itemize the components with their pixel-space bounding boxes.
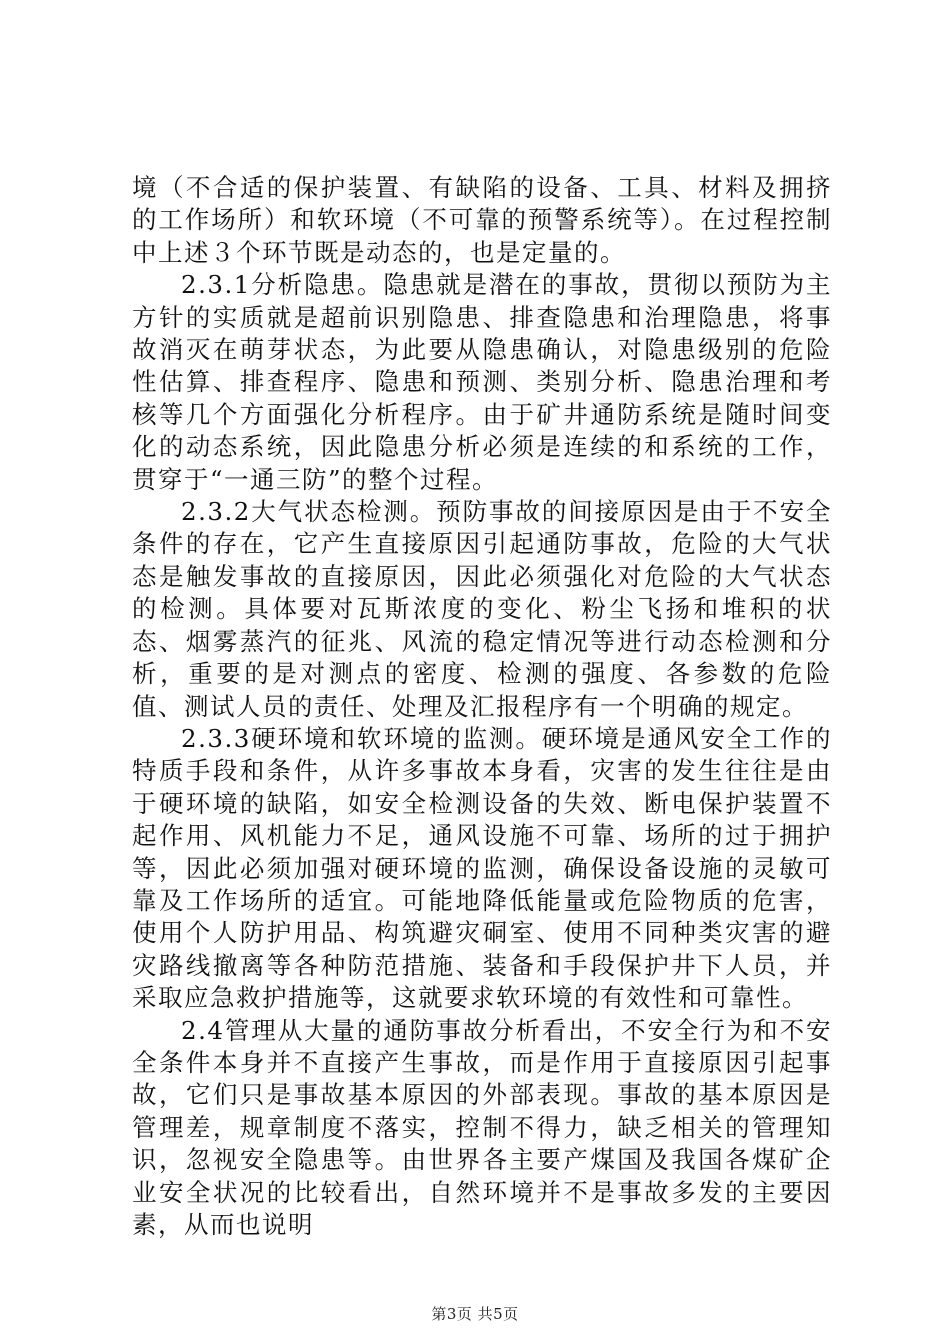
page-footer: 第3页 共5页 xyxy=(431,1305,519,1323)
paragraph-hazard-analysis: 2.3.1分析隐患。隐患就是潜在的事故，贯彻以预防为主方针的实质就是超前识别隐患、排查隐患和治理隐患，将事故消灭在萌芽状态，为此要从隐患确认，对隐患级别的危险性估算、排查程序、隐患和预测、类别分析、隐患治理和考核等几个方面强化分析程序。由于矿井通防系统是随时间变化的动态系统，因此隐患分析必须是连续的和系统的工作，贯穿于“一通三防”的整个过程。 xyxy=(132,270,832,494)
document-body xyxy=(132,172,832,1241)
paragraph-continuation: 境（不合适的保护装置、有缺陷的设备、工具、材料及拥挤的工作场所）和软环境（不可靠的预警系统等）。在过程控制中上述３个环节既是动态的，也是定量的。 xyxy=(132,173,832,267)
paragraph-atmosphere-detection: 2.3.2大气状态检测。预防事故的间接原因是由于不安全条件的存在，它产生直接原因引起通防事故，危险的大气状态是触发事故的直接原因，因此必须强化对危险的大气状态的检测。具体要对瓦斯浓度的变化、粉尘飞扬和堆积的状态、烟雾蒸汽的征兆、风流的稳定情况等进行动态检测和分析，重要的是对测点的密度、检测的强度、各参数的危险值、测试人员的责任、处理及汇报程序有一个明确的规定。 xyxy=(132,497,832,721)
paragraph-management: 2.4管理从大量的通防事故分析看出，不安全行为和不安全条件本身并不直接产生事故，而是作用于直接原因引起事故，它们只是事故基本原因的外部表现。事故的基本原因是管理差，规章制度不落实，控制不得力，缺乏相关的管理知识，忽视安全隐患等。由世界各主要产煤国及我国各煤矿企业安全状况的比较看出，自然环境并不是事故多发的主要因素，从而也说明 xyxy=(132,1015,832,1239)
paragraph-environment-monitoring: 2.3.3硬环境和软环境的监测。硬环境是通风安全工作的特质手段和条件，从许多事故本身看，灾害的发生往往是由于硬环境的缺陷，如安全检测设备的失效、断电保护装置不起作用、风机能力不足，通风设施不可靠、场所的过于拥护等，因此必须加强对硬环境的监测，确保设备设施的灵敏可靠及工作场所的适宜。可能地降低能量或危险物质的危害，使用个人防护用品、构筑避灾硐室、使用不同种类灾害的避灾路线撤离等各种防范措施、装备和手段保护井下人员，并采取应急救护措施等，这就要求软环境的有效性和可靠性。 xyxy=(132,723,832,1013)
